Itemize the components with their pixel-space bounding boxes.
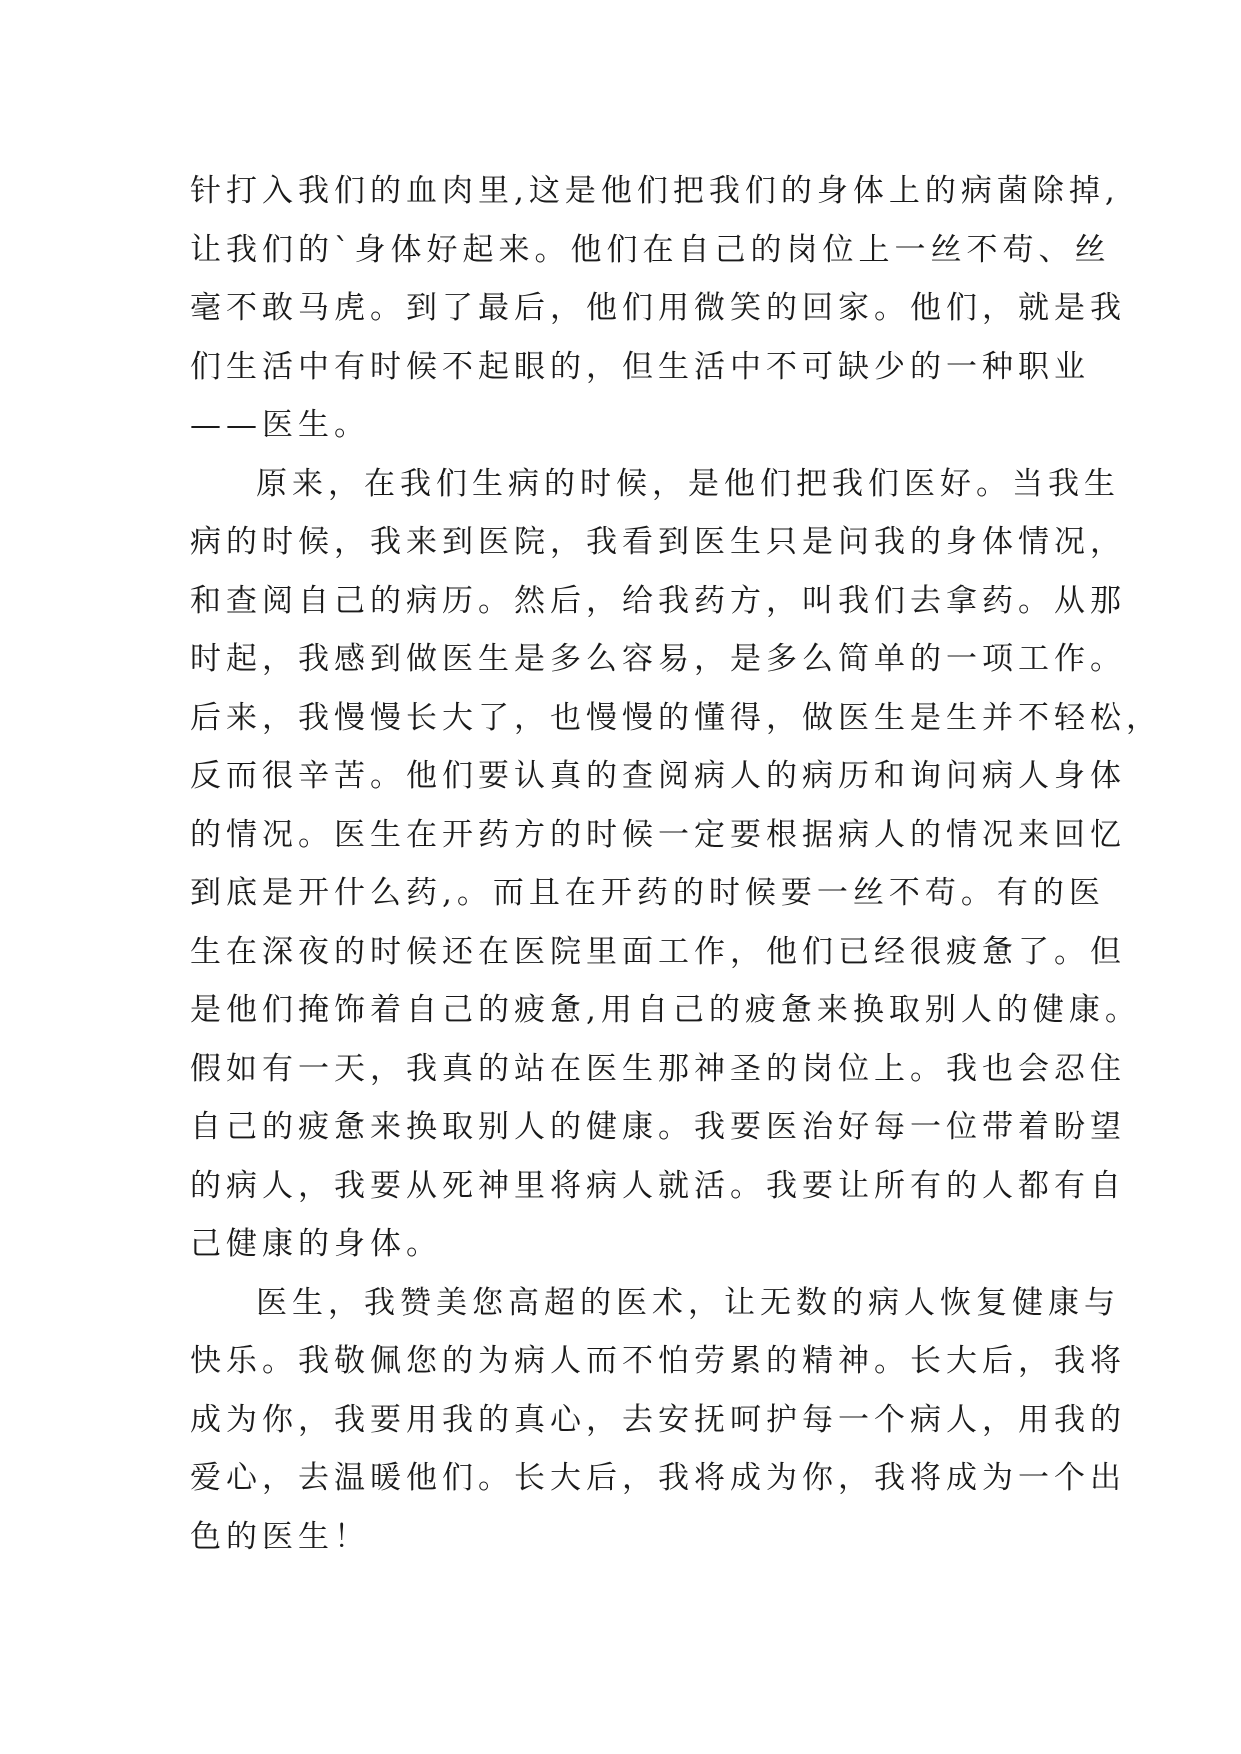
text-line: 让我们的`身体好起来。他们在自己的岗位上一丝不苟、丝 bbox=[190, 231, 1111, 268]
text-line: ——医生。 bbox=[190, 407, 370, 443]
text-line: 后来，我慢慢长大了，也慢慢的懂得，做医生是生并不轻松， bbox=[190, 699, 1162, 736]
text-line: 和查阅自己的病历。然后，给我药方，叫我们去拿药。从那 bbox=[190, 582, 1126, 619]
text-line: 是他们掩饰着自己的疲惫,用自己的疲惫来换取别人的健康。 bbox=[190, 992, 1141, 1028]
text-line: 反而很辛苦。他们要认真的查阅病人的病历和询问病人身体 bbox=[190, 758, 1126, 794]
text-line: 爱心，去温暖他们。长大后，我将成为你，我将成为一个出 bbox=[190, 1460, 1126, 1496]
essay-body bbox=[190, 162, 1162, 1566]
text-line: 假如有一天，我真的站在医生那神圣的岗位上。我也会忍住 bbox=[190, 1050, 1126, 1087]
text-line: 自己的疲惫来换取别人的健康。我要医治好每一位带着盼望 bbox=[190, 1109, 1126, 1145]
text-line: 针打入我们的血肉里,这是他们把我们的身体上的病菌除掉, bbox=[190, 173, 1120, 209]
text-line: 己健康的身体。 bbox=[190, 1226, 442, 1262]
paragraph-start-line: 医生，我赞美您高超的医术，让无数的病人恢复健康与 bbox=[256, 1284, 1120, 1321]
text-line: 快乐。我敬佩您的为病人而不怕劳累的精神。长大后，我将 bbox=[190, 1343, 1126, 1379]
text-line: 病的时候，我来到医院，我看到医生只是问我的身体情况， bbox=[190, 524, 1126, 560]
paragraph-start-line: 原来，在我们生病的时候，是他们把我们医好。当我生 bbox=[256, 465, 1120, 502]
text-line: 时起，我感到做医生是多么容易，是多么简单的一项工作。 bbox=[190, 641, 1126, 677]
text-line: 色的医生！ bbox=[190, 1518, 370, 1555]
text-line: 们生活中有时候不起眼的，但生活中不可缺少的一种职业 bbox=[190, 348, 1090, 385]
text-line: 毫不敢马虎。到了最后，他们用微笑的回家。他们，就是我 bbox=[190, 290, 1126, 326]
text-line: 的情况。医生在开药方的时候一定要根据病人的情况来回忆 bbox=[190, 816, 1126, 853]
text-line: 的病人，我要从死神里将病人就活。我要让所有的人都有自 bbox=[190, 1167, 1126, 1204]
text-line: 成为你，我要用我的真心，去安抚呵护每一个病人，用我的 bbox=[190, 1401, 1126, 1438]
text-line: 生在深夜的时候还在医院里面工作，他们已经很疲惫了。但 bbox=[190, 933, 1126, 970]
text-line: 到底是开什么药,。而且在开药的时候要一丝不苟。有的医 bbox=[190, 875, 1105, 911]
